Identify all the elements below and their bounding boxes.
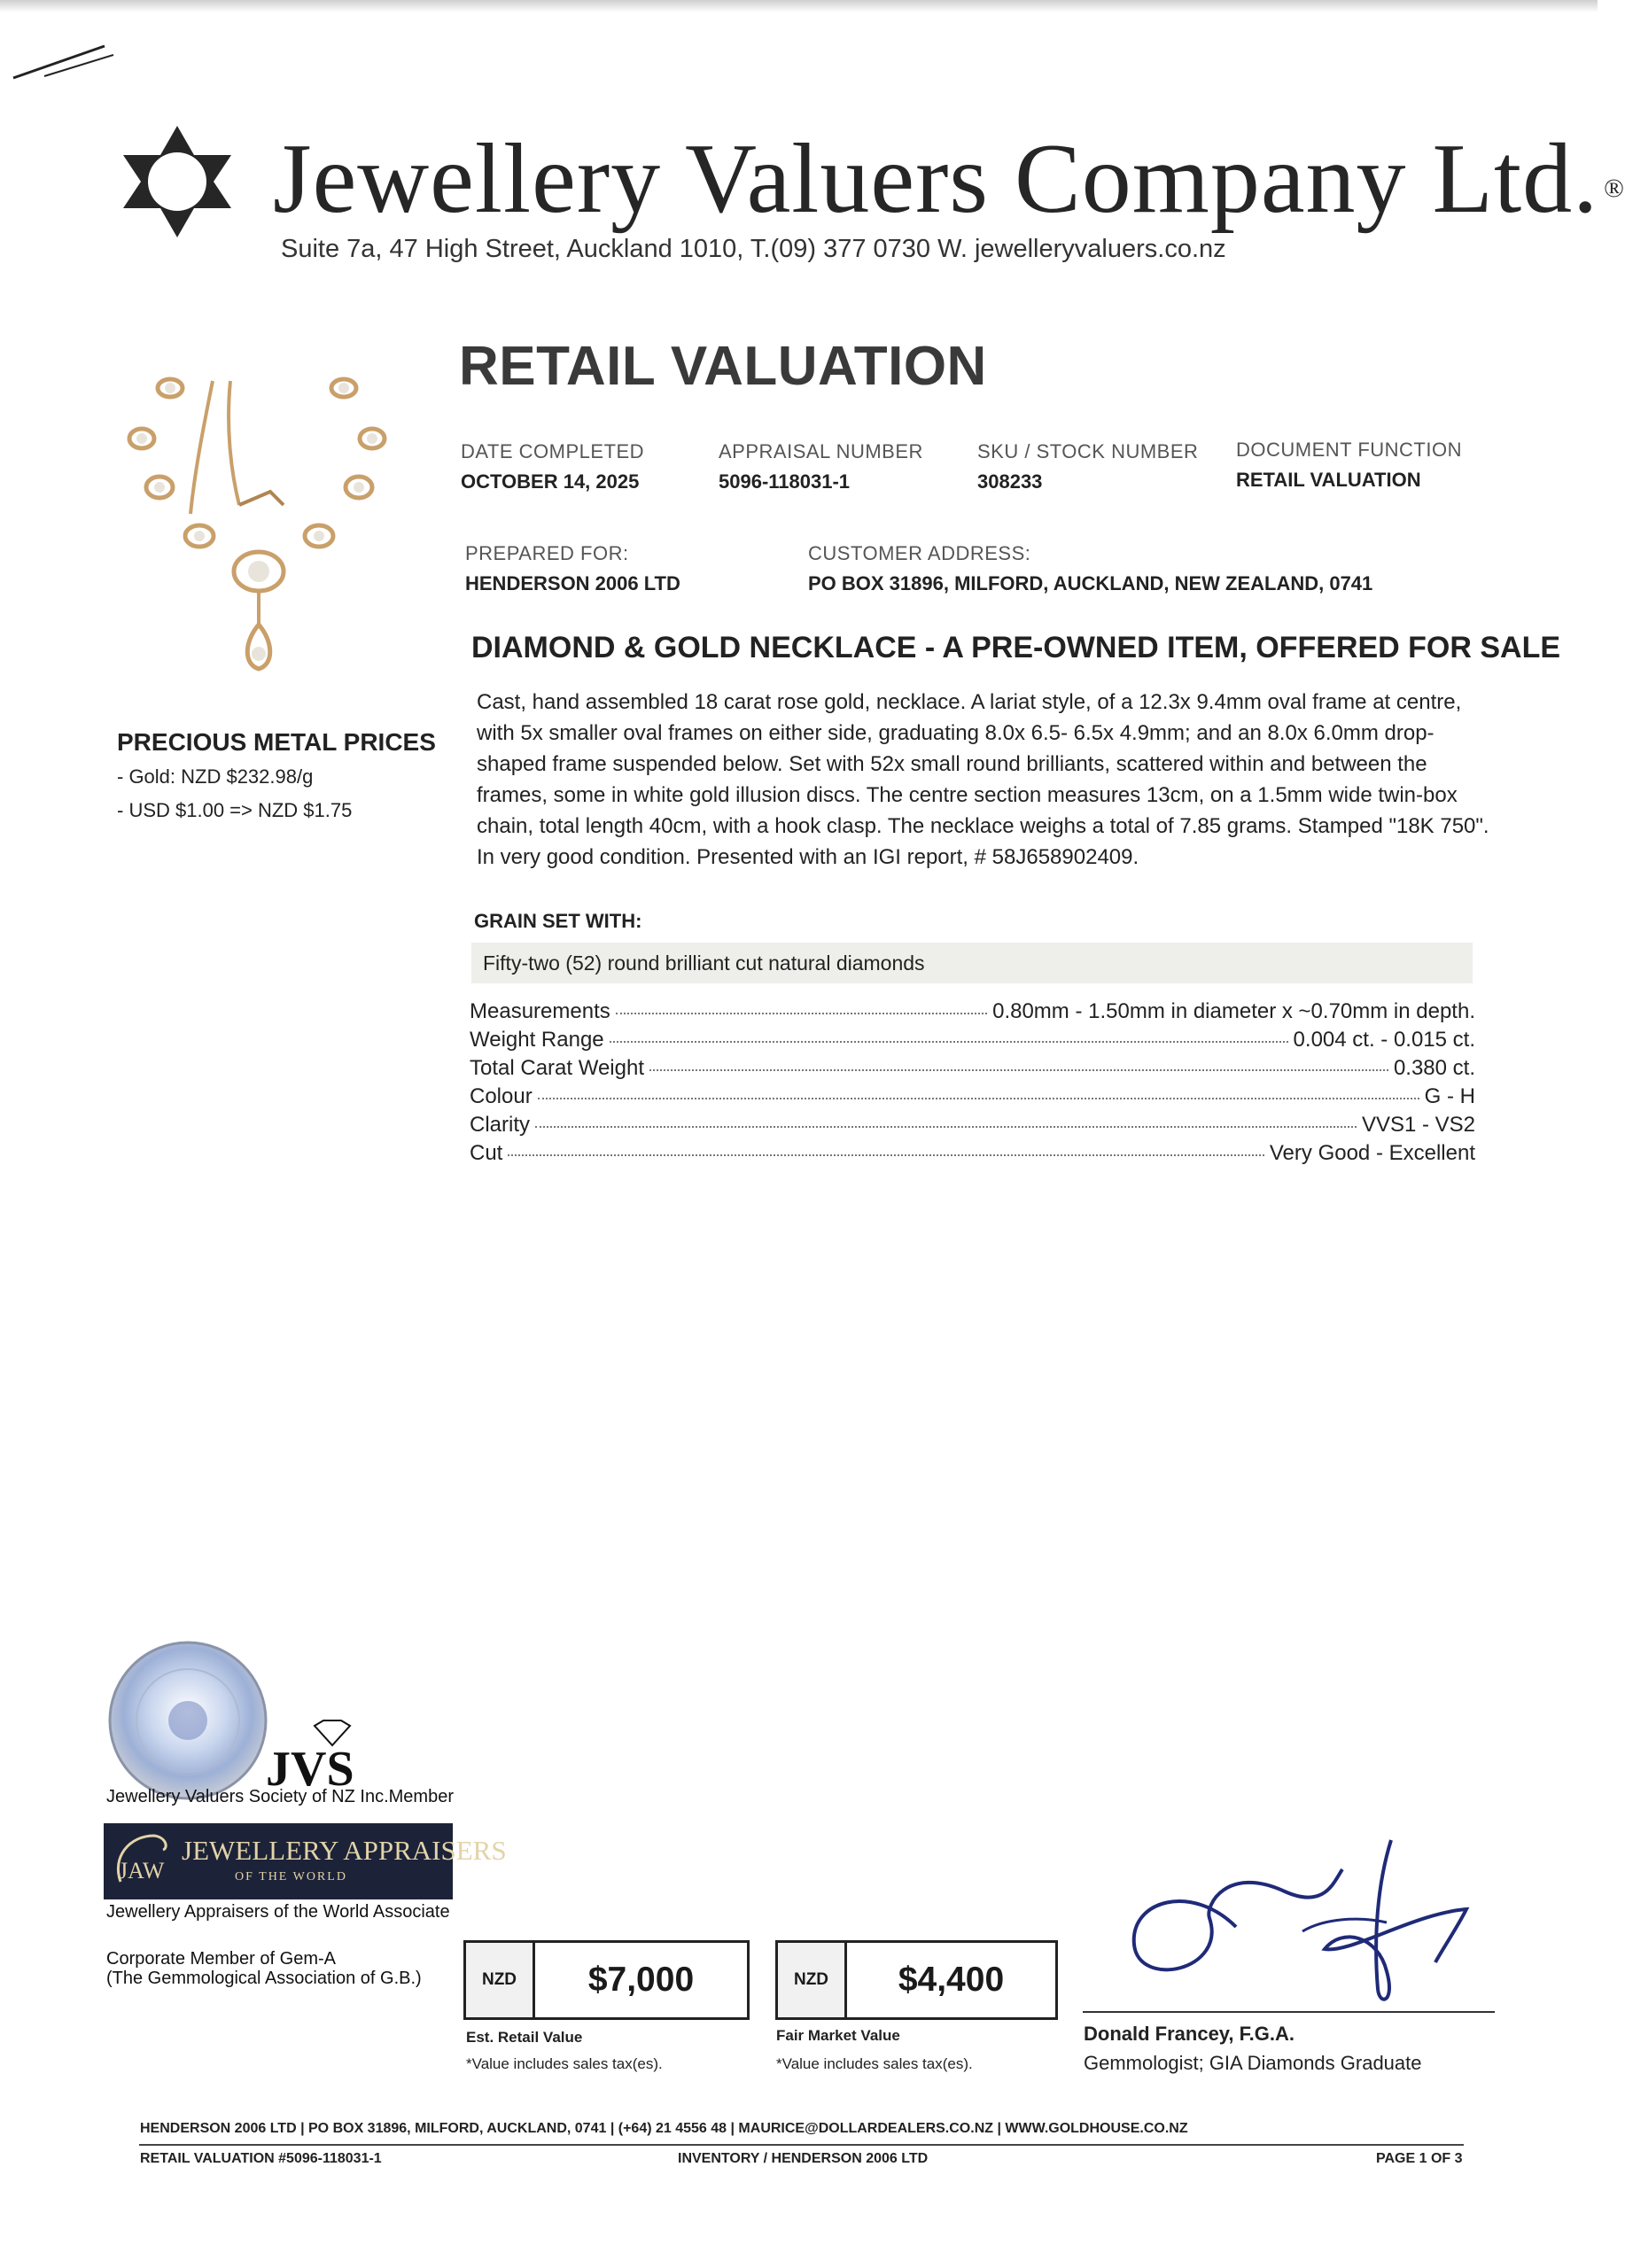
page-number: PAGE 1 OF 3 — [1376, 2151, 1463, 2166]
necklace-photo — [106, 372, 408, 691]
prepared-for-label: PREPARED FOR: — [465, 542, 629, 564]
spec-value: 0.004 ct. - 0.015 ct. — [1293, 1028, 1475, 1052]
spec-label: Cut — [470, 1141, 503, 1165]
spec-value: 0.80mm - 1.50mm in diameter x ~0.70mm in depth. — [992, 999, 1475, 1023]
jvs-logo-icon — [266, 1719, 399, 1797]
est-retail-value-amount: $7,000 — [587, 1961, 695, 1999]
spec-label: Clarity — [470, 1113, 531, 1137]
spec-row-colour — [470, 1084, 1475, 1113]
jaw-initials: JAW — [119, 1858, 165, 1884]
spec-leader — [610, 1041, 1288, 1043]
fair-market-value-amount: $4,400 — [898, 1961, 1005, 1999]
signer-name: Donald Francey, F.G.A. — [1084, 2023, 1295, 2045]
appraisal-number-value: 5096-118031-1 — [719, 470, 851, 493]
sku-value: 308233 — [977, 470, 1043, 493]
currency-code: NZD — [778, 1943, 847, 2017]
est-retail-value-note: *Value includes sales tax(es). — [466, 2055, 663, 2072]
exchange-rate: - USD $1.00 => NZD $1.75 — [117, 799, 353, 821]
spec-leader — [538, 1098, 1419, 1099]
spec-leader — [616, 1013, 987, 1014]
spec-leader — [508, 1154, 1264, 1156]
sku-label: SKU / STOCK NUMBER — [977, 440, 1199, 462]
customer-address-label: CUSTOMER ADDRESS: — [808, 542, 1031, 564]
hologram-seal-icon — [106, 1639, 270, 1803]
signature-image — [1121, 1829, 1493, 2007]
fair-market-value-note: *Value includes sales tax(es). — [776, 2055, 973, 2072]
jaw-emblem-icon — [113, 1830, 172, 1892]
spec-row-total-carat-weight — [470, 1056, 1475, 1084]
scan-edge — [0, 0, 1598, 12]
jaw-caption: Jewellery Appraisers of the World Associate — [106, 1902, 450, 1922]
company-logo-icon — [120, 124, 235, 239]
est-retail-value-label: Est. Retail Value — [466, 2029, 583, 2046]
spec-label: Colour — [470, 1084, 533, 1108]
currency-code: NZD — [466, 1943, 535, 2017]
spec-leader — [535, 1126, 1357, 1128]
signer-title: Gemmologist; GIA Diamonds Graduate — [1084, 2052, 1422, 2074]
grain-set-summary: Fifty-two (52) round brilliant cut natural diamonds — [483, 951, 925, 975]
signature-line — [1083, 2011, 1495, 2013]
footer-divider — [139, 2144, 1464, 2146]
metal-prices-heading: PRECIOUS METAL PRICES — [117, 728, 436, 756]
gold-price: - Gold: NZD $232.98/g — [117, 765, 314, 788]
spec-row-cut — [470, 1141, 1475, 1169]
pen-mark-icon — [9, 44, 115, 80]
spec-value: 0.380 ct. — [1393, 1056, 1475, 1080]
fair-market-value-box — [775, 1940, 1058, 2020]
registered-mark: ® — [1604, 174, 1625, 204]
item-title: DIAMOND & GOLD NECKLACE - A PRE-OWNED ITEM, OFFERED FOR SALE — [471, 631, 1561, 664]
date-completed-value: OCTOBER 14, 2025 — [461, 470, 640, 493]
spec-label: Total Carat Weight — [470, 1056, 644, 1080]
company-name: Jewellery Valuers Company Ltd. ® — [273, 124, 1625, 234]
company-address: Suite 7a, 47 High Street, Auckland 1010, T.(09) 377 0730 W. jewelleryvaluers.co.nz — [281, 235, 1226, 263]
footer-document-ref: RETAIL VALUATION #5096-118031-1 — [140, 2151, 382, 2166]
jaw-title: JEWELLERY APPRAISERS — [182, 1835, 507, 1866]
footer-contact: HENDERSON 2006 LTD | PO BOX 31896, MILFORD, AUCKLAND, 0741 | (+64) 21 4556 48 | MAURICE@DOLLARDEALERS.CO.NZ | WWW.GOLDHOUSE.CO.NZ — [140, 2121, 1188, 2136]
est-retail-value-box — [463, 1940, 750, 2020]
footer-inventory: INVENTORY / HENDERSON 2006 LTD — [678, 2151, 929, 2166]
spec-value: VVS1 - VS2 — [1361, 1113, 1475, 1137]
spec-label: Weight Range — [470, 1028, 604, 1052]
item-description: Cast, hand assembled 18 carat rose gold, necklace. A lariat style, of a 12.3x 9.4mm oval frame at centre, with 5x smaller oval frames on either side, graduating 8.0x 6.5- 6.5x 4.9mm; and an 8.0x 6.0mm drop-shaped frame suspended below. Set with 52x small round brilliants, scattered within and between the frames, some in white gold illusion discs. The centre section measures 13cm, on a 1.5mm wide twin-box chain, total length 40cm, with a hook clasp. The necklace weighs a total of 7.85 grams. Stamped "18K 750". In very good condition. Presented with an IGI report, # 58J658902409. — [477, 690, 1489, 869]
spec-leader — [649, 1069, 1388, 1071]
gema-line-2: (The Gemmological Association of G.B.) — [106, 1969, 422, 1988]
date-completed-label: DATE COMPLETED — [461, 440, 645, 462]
spec-label: Measurements — [470, 999, 610, 1023]
spec-row-weight-range — [470, 1028, 1475, 1056]
customer-address-value: PO BOX 31896, MILFORD, AUCKLAND, NEW ZEALAND, 0741 — [808, 572, 1373, 594]
jvs-caption: Jewellery Valuers Society of NZ Inc.Member — [106, 1787, 454, 1806]
prepared-for-value: HENDERSON 2006 LTD — [465, 572, 680, 594]
spec-row-clarity — [470, 1113, 1475, 1141]
document-function-label: DOCUMENT FUNCTION — [1236, 439, 1462, 461]
appraisal-number-label: APPRAISAL NUMBER — [719, 440, 923, 462]
document-title: RETAIL VALUATION — [459, 336, 987, 397]
spec-row-measurements — [470, 999, 1475, 1028]
jvs-wordmark: JVS — [266, 1742, 354, 1797]
document-function-value: RETAIL VALUATION — [1236, 469, 1421, 491]
fair-market-value-label: Fair Market Value — [776, 2027, 900, 2044]
spec-value: G - H — [1424, 1084, 1475, 1108]
spec-value: Very Good - Excellent — [1269, 1141, 1475, 1165]
gema-line-1: Corporate Member of Gem-A — [106, 1949, 336, 1969]
jaw-subtitle: OF THE WORLD — [235, 1870, 347, 1884]
grain-set-heading: GRAIN SET WITH: — [474, 910, 642, 932]
